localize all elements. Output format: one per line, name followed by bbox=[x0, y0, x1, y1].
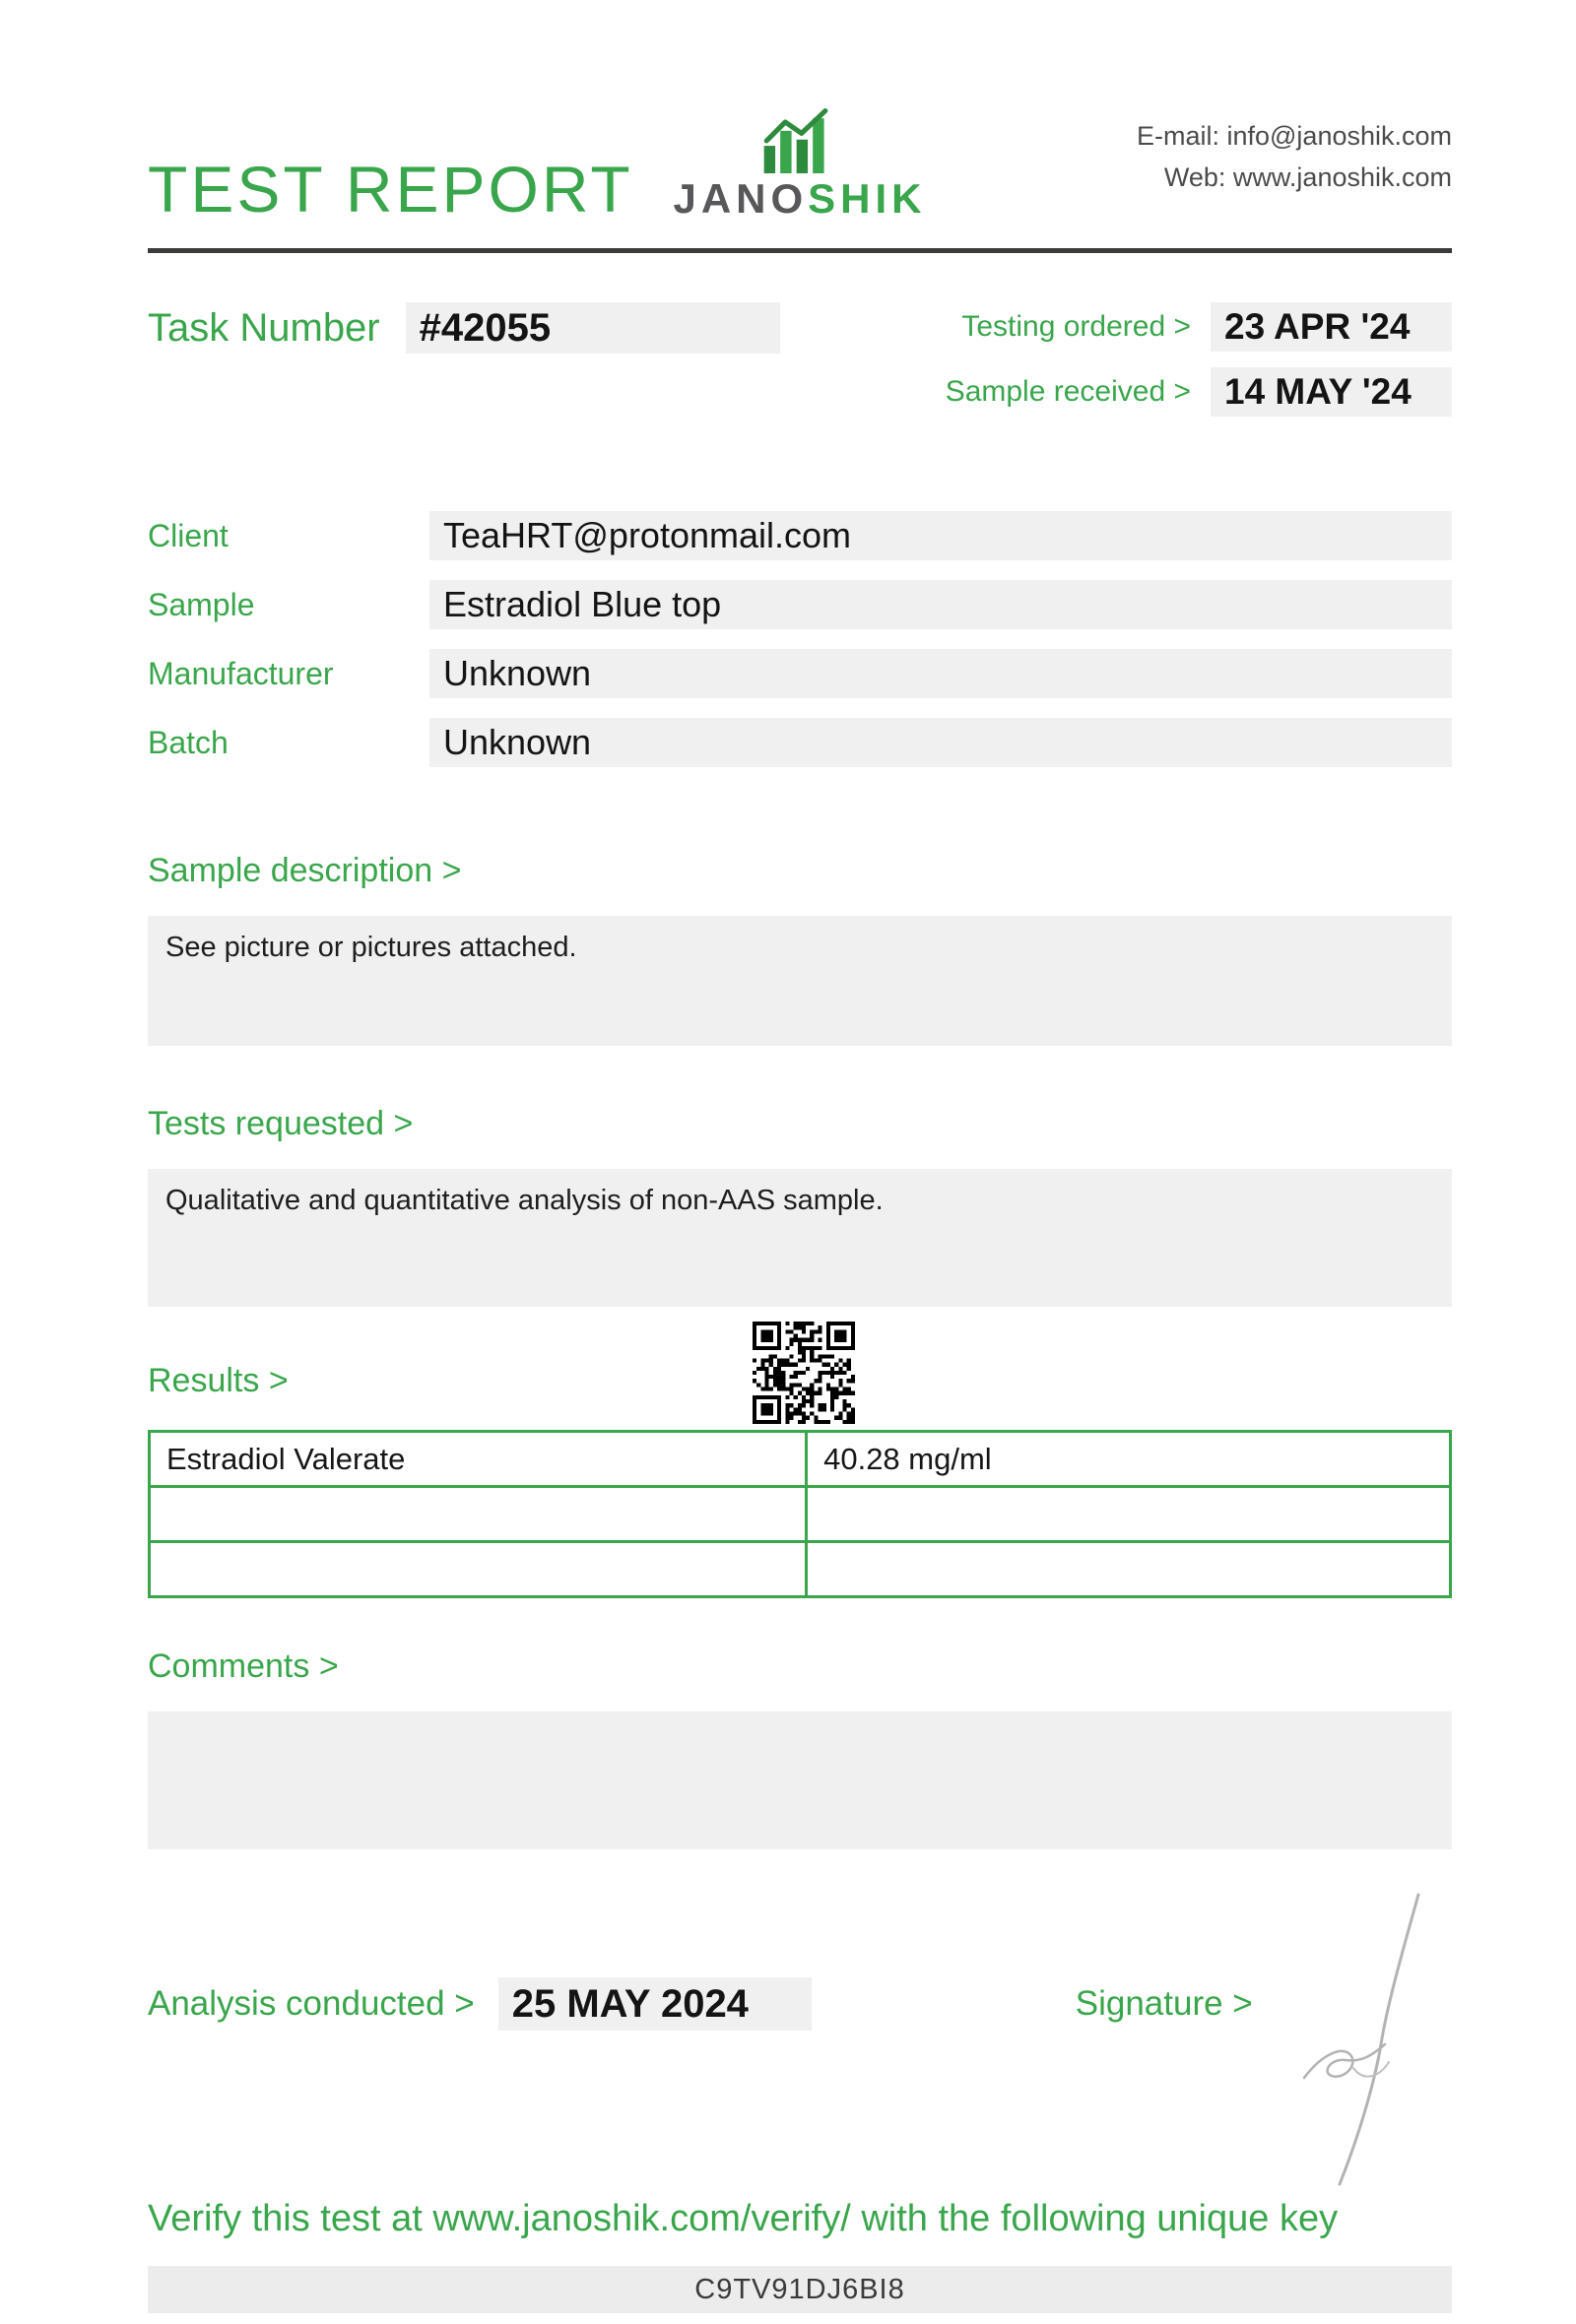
brand-logo bbox=[673, 108, 926, 223]
result-row bbox=[150, 1487, 1451, 1542]
sample-description-box: See picture or pictures attached. bbox=[148, 916, 1452, 1046]
report-header bbox=[148, 0, 1452, 248]
analysis-date-value: 25 MAY 2024 bbox=[498, 1977, 812, 2031]
comments-box bbox=[148, 1711, 1452, 1849]
qr-code bbox=[753, 1322, 855, 1424]
result-name-cell bbox=[150, 1487, 807, 1542]
tests-requested-label: Tests requested > bbox=[148, 1105, 414, 1142]
brand-name-shik: SHIK bbox=[808, 175, 927, 222]
bar-chart-icon bbox=[758, 108, 841, 173]
sample-received-row bbox=[946, 367, 1452, 417]
testing-ordered-value: 23 APR '24 bbox=[1211, 302, 1452, 352]
result-name-cell bbox=[150, 1542, 807, 1597]
email-line bbox=[1137, 116, 1452, 158]
page-title: TEST REPORT bbox=[148, 153, 633, 226]
results-table bbox=[148, 1430, 1452, 1598]
testing-ordered-row bbox=[946, 302, 1452, 352]
comments-label: Comments > bbox=[148, 1647, 339, 1685]
web-label: Web: bbox=[1163, 161, 1226, 192]
brand-name bbox=[673, 175, 926, 223]
task-number-group bbox=[148, 302, 780, 354]
signature-image bbox=[1292, 1889, 1440, 2189]
info-fields bbox=[148, 511, 1452, 767]
result-row bbox=[150, 1432, 1451, 1487]
result-row bbox=[150, 1542, 1451, 1597]
testing-ordered-label: Testing ordered > bbox=[961, 310, 1191, 343]
web-line bbox=[1137, 158, 1452, 199]
dates-group bbox=[946, 302, 1452, 417]
signature-label: Signature > bbox=[1075, 1984, 1253, 2023]
task-number-label: Task Number bbox=[148, 305, 380, 350]
header-divider bbox=[148, 248, 1452, 253]
email-label: E-mail: bbox=[1136, 121, 1219, 151]
result-value-cell: 40.28 mg/ml bbox=[807, 1432, 1451, 1487]
task-number-section bbox=[148, 302, 1452, 417]
task-number-value: #42055 bbox=[406, 302, 780, 354]
manufacturer-value: Unknown bbox=[429, 649, 1452, 698]
batch-value: Unknown bbox=[429, 718, 1452, 767]
results-label: Results > bbox=[148, 1362, 289, 1399]
result-value-cell bbox=[807, 1487, 1451, 1542]
sample-received-label: Sample received > bbox=[945, 375, 1191, 408]
result-name-cell: Estradiol Valerate bbox=[150, 1432, 807, 1487]
analysis-conducted-label: Analysis conducted > bbox=[148, 1984, 475, 2023]
manufacturer-label: Manufacturer bbox=[148, 655, 334, 691]
tests-requested-box: Qualitative and quantitative analysis of non-AAS sample. bbox=[148, 1169, 1452, 1307]
sample-description-label: Sample description > bbox=[148, 852, 462, 889]
web-value: www.janoshik.com bbox=[1232, 161, 1452, 192]
field-row-sample bbox=[148, 580, 1452, 629]
batch-label: Batch bbox=[148, 724, 229, 760]
brand-name-jano: JANO bbox=[673, 175, 809, 222]
contact-info bbox=[1137, 116, 1452, 199]
sample-value: Estradiol Blue top bbox=[429, 580, 1452, 629]
sample-label: Sample bbox=[148, 586, 255, 622]
client-label: Client bbox=[148, 517, 229, 553]
verify-text: Verify this test at www.janoshik.com/verify/ with the following unique key bbox=[148, 2198, 1339, 2239]
field-row-batch bbox=[148, 718, 1452, 767]
field-row-manufacturer bbox=[148, 649, 1452, 698]
analysis-section bbox=[148, 1977, 1452, 2031]
sample-received-value: 14 MAY '24 bbox=[1211, 367, 1452, 417]
verify-key-box: C9TV91DJ6BI8 bbox=[148, 2266, 1452, 2313]
result-value-cell bbox=[807, 1542, 1451, 1597]
client-value: TeaHRT@protonmail.com bbox=[429, 511, 1452, 560]
email-value: info@janoshik.com bbox=[1226, 121, 1452, 151]
field-row-client bbox=[148, 511, 1452, 560]
